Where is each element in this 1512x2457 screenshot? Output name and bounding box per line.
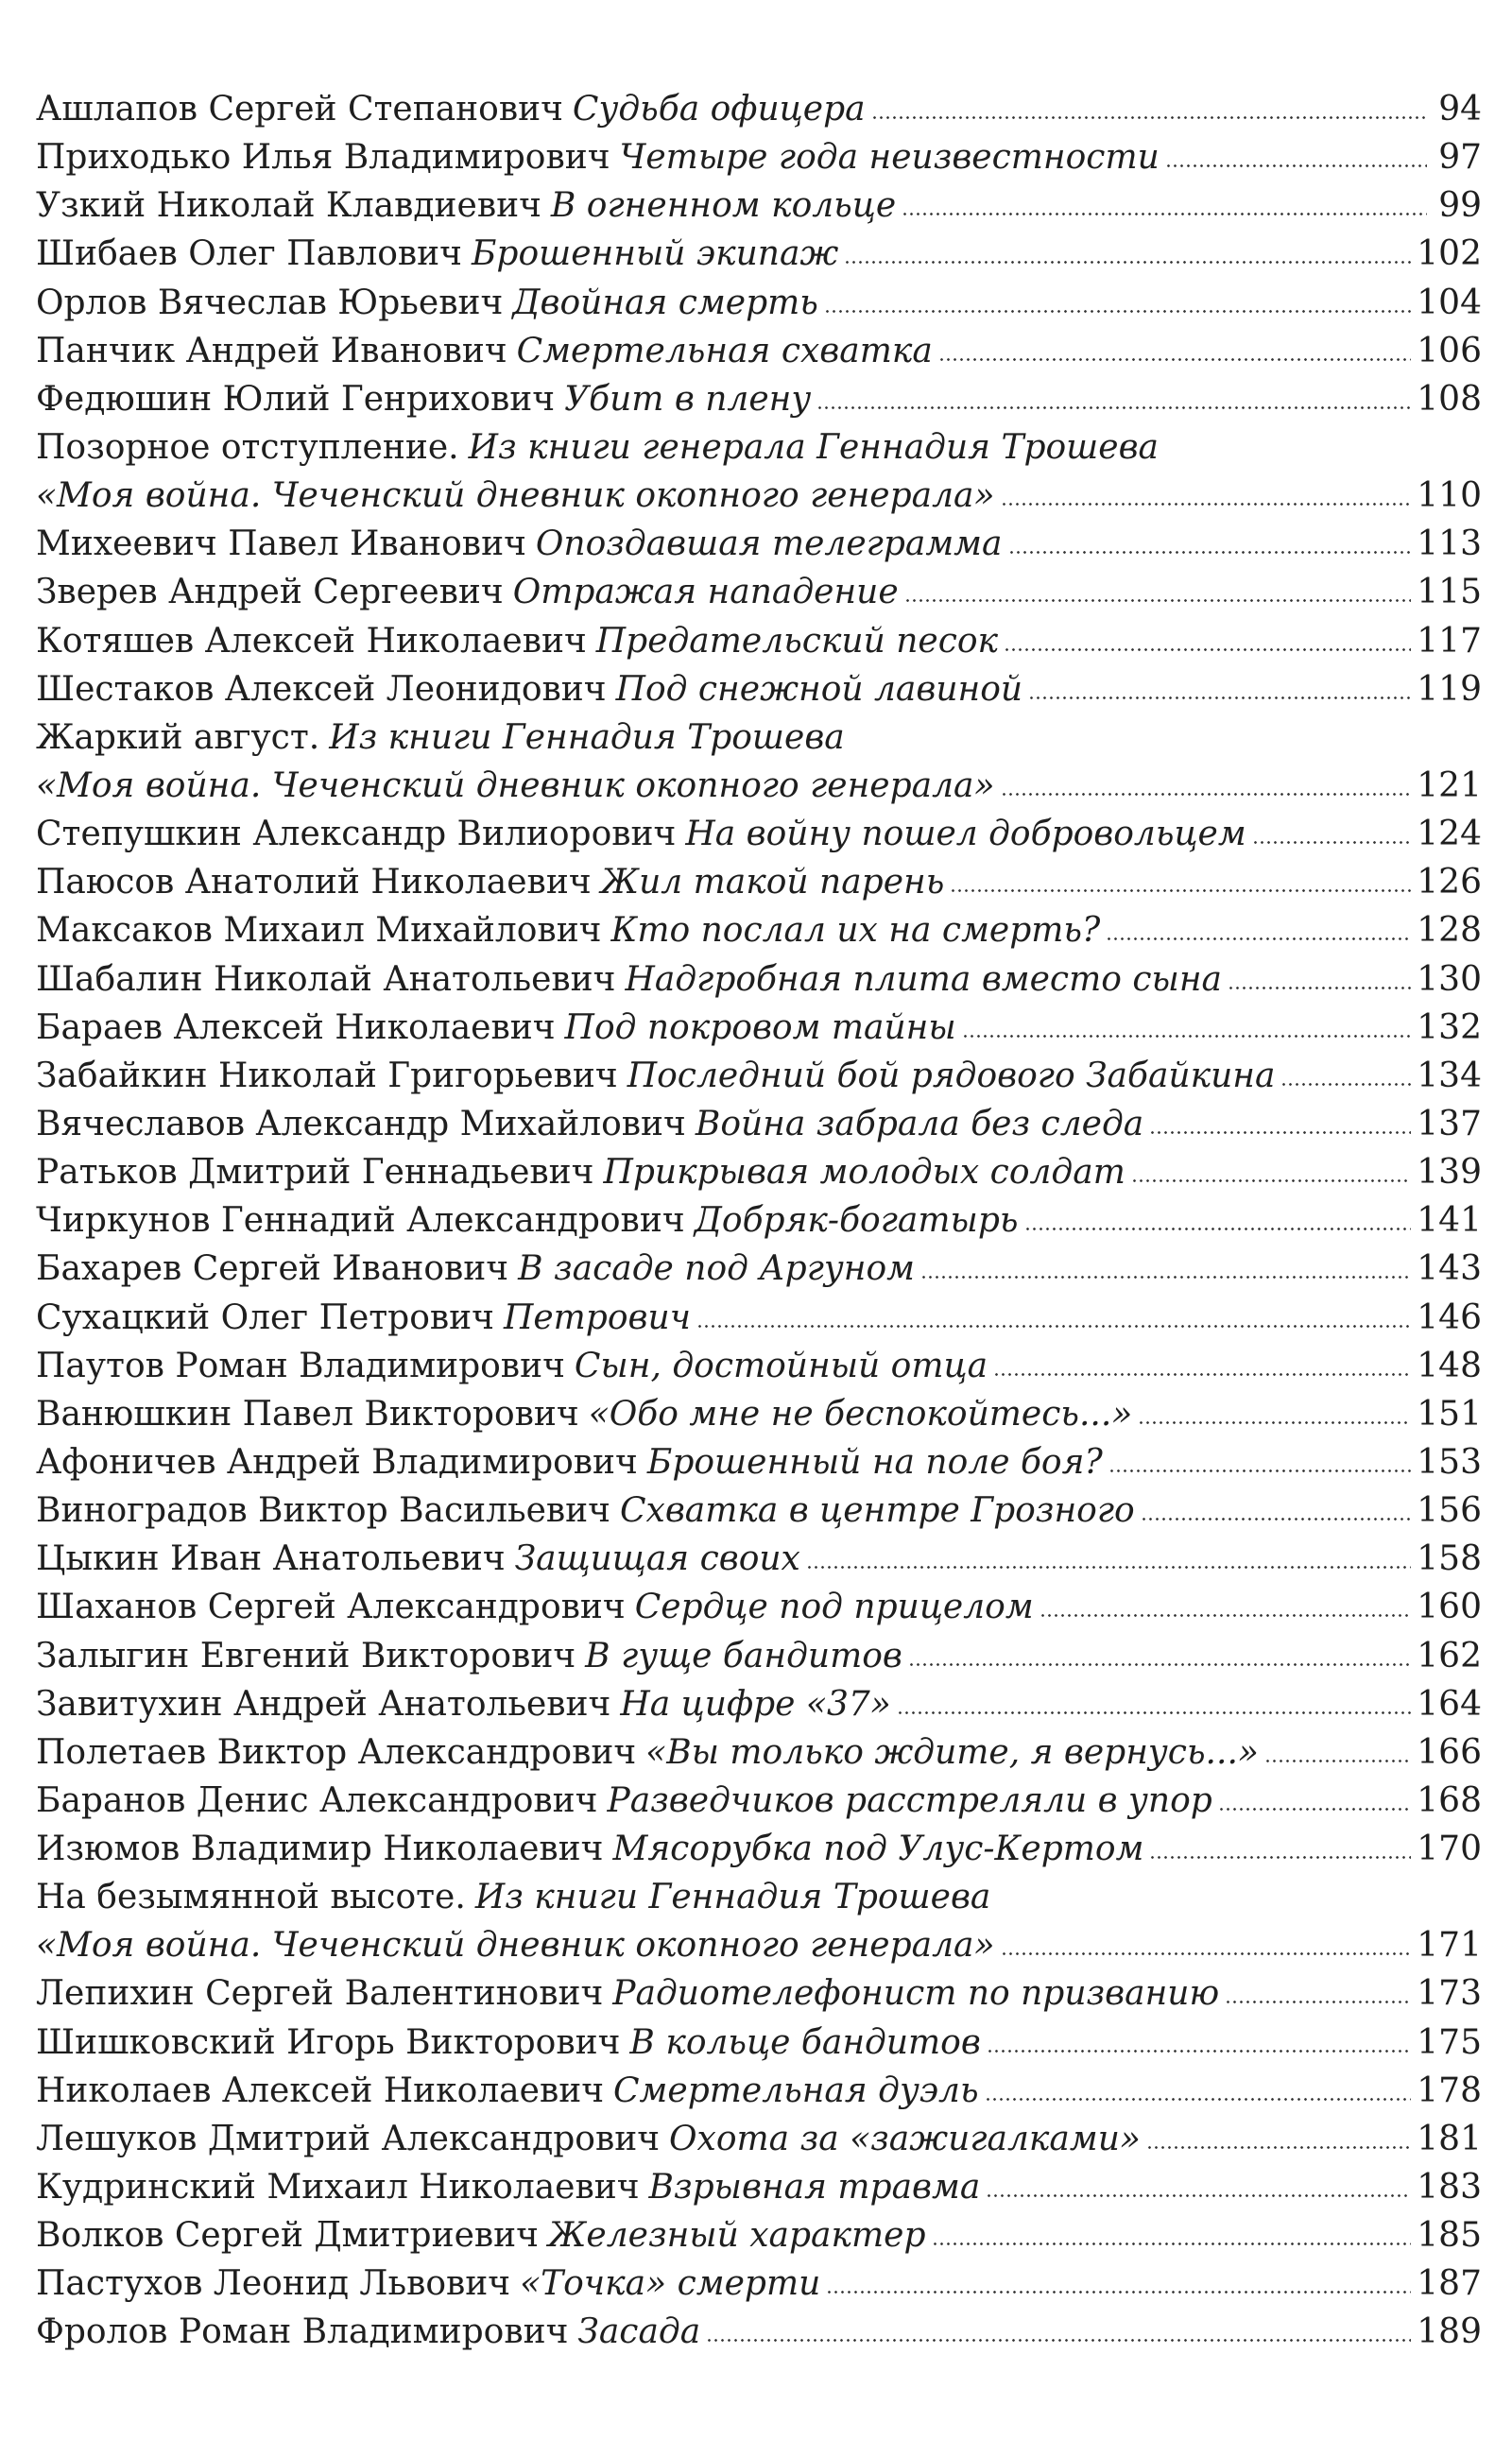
toc-entry-title: На войну пошел добровольцем	[685, 815, 1246, 854]
toc-entry-author: На безымянной высоте.	[36, 1878, 466, 1917]
dot-leader	[932, 2242, 1412, 2245]
toc-entry	[36, 2115, 1482, 2163]
toc-entry	[36, 423, 1482, 472]
toc-entry-page-number: 189	[1417, 2312, 1482, 2352]
toc-entry-author: Лепихин Сергей Валентинович	[36, 1974, 604, 2014]
toc-entry-author: Цыкин Иван Анатольевич	[36, 1539, 506, 1579]
toc-entry	[36, 858, 1482, 906]
dot-leader	[1004, 648, 1411, 651]
dot-leader	[1001, 503, 1412, 506]
toc-entry-author: Приходько Илья Владимирович	[36, 138, 610, 178]
toc-entry-author: Позорное отступление.	[36, 427, 459, 467]
toc-entry-title: «Моя война. Чеченский дневник окопного генерала»	[36, 1926, 995, 1966]
dot-leader	[824, 310, 1411, 313]
toc-entry-title: «Вы только ждите, я вернусь...»	[645, 1732, 1259, 1772]
dot-leader	[1228, 987, 1411, 989]
toc-entry-page-number: 132	[1417, 1007, 1482, 1047]
toc-entry-page-number: 134	[1417, 1056, 1482, 1095]
toc-entry-author: Ашлапов Сергей Степанович	[36, 90, 563, 129]
toc-entry-title: Война забрала без следа	[695, 1104, 1144, 1143]
toc-entry-author: Шаханов Сергей Александрович	[36, 1588, 626, 1627]
toc-entry-author: Лешуков Дмитрий Александрович	[36, 2119, 661, 2158]
toc-entry-author: Шестаков Алексей Леонидович	[36, 669, 607, 709]
dot-leader	[1280, 1083, 1411, 1086]
toc-entry	[36, 810, 1482, 858]
toc-entry-page-number: 175	[1417, 2022, 1482, 2062]
toc-entry-page-number: 119	[1417, 669, 1482, 709]
dot-leader	[897, 1711, 1412, 1714]
dot-leader	[962, 1035, 1412, 1038]
toc-entry-page-number: 117	[1417, 621, 1482, 661]
toc-entry	[36, 1535, 1482, 1583]
toc-entry-title: Засада	[577, 2312, 701, 2352]
toc-entry-title: Прикрывая молодых солдат	[603, 1153, 1125, 1193]
dot-leader	[1264, 1760, 1411, 1762]
toc-entry-page-number: 162	[1417, 1636, 1482, 1675]
table-of-contents	[36, 85, 1482, 2357]
dot-leader	[1165, 164, 1427, 167]
toc-entry-page-number: 158	[1417, 1539, 1482, 1579]
toc-entry-page-number: 187	[1417, 2264, 1482, 2304]
toc-entry	[36, 2163, 1482, 2211]
toc-entry-page-number: 153	[1417, 1442, 1482, 1482]
dot-leader	[1008, 551, 1412, 554]
dot-leader	[1106, 937, 1411, 940]
toc-entry	[36, 1825, 1482, 1873]
toc-entry-author: Федюшин Юлий Генрихович	[36, 379, 556, 419]
toc-entry	[36, 1100, 1482, 1148]
dot-leader	[806, 1566, 1411, 1569]
dot-leader	[908, 1663, 1411, 1666]
toc-entry	[36, 1680, 1482, 1728]
toc-entry-title: Опоздавшая телеграмма	[535, 524, 1003, 564]
toc-entry-page-number: 108	[1417, 379, 1482, 419]
toc-entry-page-number: 164	[1417, 1684, 1482, 1724]
toc-entry-title: Убит в плену	[564, 379, 812, 419]
toc-entry-author: Бараев Алексей Николаевич	[36, 1007, 556, 1047]
dot-leader	[985, 2098, 1412, 2101]
toc-entry-page-number: 170	[1417, 1830, 1482, 1869]
toc-entry	[36, 1004, 1482, 1052]
toc-entry	[36, 1969, 1482, 2018]
toc-entry-title: Под снежной лавиной	[615, 669, 1023, 709]
toc-entry-page-number: 151	[1417, 1394, 1482, 1434]
toc-entry-author: Пастухов Леонид Львович	[36, 2264, 511, 2304]
toc-entry	[36, 1873, 1482, 1921]
toc-entry	[36, 1438, 1482, 1486]
dot-leader	[1141, 1518, 1412, 1521]
toc-entry-author: Панчик Андрей Иванович	[36, 331, 507, 370]
dot-leader	[986, 2194, 1411, 2197]
toc-entry-page-number: 106	[1417, 331, 1482, 370]
toc-entry-page-number: 124	[1417, 815, 1482, 854]
toc-entry-title: Железный характер	[547, 2216, 926, 2256]
toc-entry-author: Кудринский Михаил Николаевич	[36, 2168, 640, 2208]
dot-leader	[1028, 696, 1411, 699]
toc-entry	[36, 1583, 1482, 1631]
toc-entry-page-number: 130	[1417, 959, 1482, 999]
toc-entry	[36, 230, 1482, 278]
toc-entry-author: Зверев Андрей Сергеевич	[36, 573, 504, 612]
toc-entry-page-number: 148	[1417, 1346, 1482, 1385]
toc-entry-author: Баранов Денис Александрович	[36, 1780, 598, 1820]
toc-entry-title: Предательский песок	[595, 621, 999, 661]
toc-entry-page-number: 168	[1417, 1780, 1482, 1820]
toc-entry-title: Из книги Геннадия Трошева	[474, 1878, 991, 1917]
toc-entry-page-number: 181	[1417, 2119, 1482, 2158]
toc-entry-title: Из книги генерала Геннадия Трошева	[468, 427, 1159, 467]
dot-leader	[1108, 1469, 1412, 1472]
toc-entry	[36, 1294, 1482, 1342]
toc-entry-title: Петрович	[503, 1297, 692, 1337]
toc-entry-author: Чиркунов Геннадий Александрович	[36, 1201, 685, 1241]
toc-entry-title: Защищая своих	[514, 1539, 800, 1579]
dot-leader	[1149, 1856, 1411, 1859]
toc-entry	[36, 279, 1482, 327]
dot-leader	[920, 1276, 1411, 1279]
toc-entry	[36, 327, 1482, 375]
toc-entry	[36, 2308, 1482, 2356]
toc-entry-title: Последний бой рядового Забайкина	[627, 1056, 1276, 1095]
dot-leader	[1146, 2146, 1411, 2149]
toc-entry-title: Разведчиков расстреляли в упор	[607, 1780, 1212, 1820]
dot-leader	[706, 2339, 1411, 2342]
toc-entry-title: Смертельная дуэль	[613, 2070, 979, 2110]
toc-entry-page-number: 126	[1417, 863, 1482, 902]
toc-entry-page-number: 146	[1417, 1297, 1482, 1337]
toc-entry-author: Фролов Роман Владимирович	[36, 2312, 569, 2352]
dot-leader	[1001, 793, 1412, 796]
toc-entry	[36, 375, 1482, 423]
toc-entry-page-number: 160	[1417, 1588, 1482, 1627]
toc-entry	[36, 617, 1482, 665]
toc-entry-title: Брошенный экипаж	[471, 234, 839, 274]
toc-entry-author: Николаев Алексей Николаевич	[36, 2070, 605, 2110]
toc-entry	[36, 133, 1482, 181]
toc-entry-title: «Моя война. Чеченский дневник окопного генерала»	[36, 765, 995, 805]
toc-entry-author: Степушкин Александр Вилиорович	[36, 815, 677, 854]
toc-entry-author: Сухацкий Олег Петрович	[36, 1297, 494, 1337]
toc-entry-title: Взрывная травма	[648, 2168, 981, 2208]
toc-entry	[36, 1728, 1482, 1777]
toc-entry-title: В кольце бандитов	[629, 2022, 981, 2062]
toc-entry-author: Михеевич Павел Иванович	[36, 524, 526, 564]
toc-entry-page-number: 183	[1417, 2168, 1482, 2208]
dot-leader	[816, 406, 1411, 409]
toc-entry	[36, 1390, 1482, 1438]
toc-entry-author: Ванюшкин Павел Викторович	[36, 1394, 579, 1434]
dot-leader	[1138, 1421, 1411, 1424]
dot-leader	[1131, 1179, 1411, 1182]
toc-entry	[36, 1342, 1482, 1390]
dot-leader	[987, 2050, 1411, 2053]
dot-leader	[844, 261, 1411, 264]
toc-entry	[36, 762, 1482, 810]
toc-entry-author: Ратьков Дмитрий Геннадьевич	[36, 1153, 594, 1193]
toc-entry-author: Волков Сергей Дмитриевич	[36, 2216, 539, 2256]
toc-entry-author: Жаркий август.	[36, 717, 320, 757]
toc-entry-author: Забайкин Николай Григорьевич	[36, 1056, 618, 1095]
toc-entry	[36, 472, 1482, 520]
toc-entry-page-number: 143	[1417, 1249, 1482, 1289]
dot-leader	[1252, 841, 1412, 844]
toc-entry	[36, 2259, 1482, 2308]
toc-entry	[36, 568, 1482, 616]
toc-entry-author: Афоничев Андрей Владимирович	[36, 1442, 638, 1482]
toc-entry-title: В огненном кольце	[550, 186, 897, 226]
toc-entry	[36, 181, 1482, 230]
toc-entry-title: «Обо мне не беспокойтесь...»	[588, 1394, 1133, 1434]
dot-leader	[1225, 2001, 1411, 2003]
dot-leader	[902, 213, 1427, 215]
dot-leader	[871, 116, 1427, 119]
toc-entry-title: Схватка в центре Грозного	[619, 1491, 1135, 1531]
toc-entry-page-number: 97	[1438, 138, 1482, 178]
toc-entry-page-number: 173	[1417, 1974, 1482, 2014]
dot-leader	[1149, 1131, 1411, 1134]
toc-entry	[36, 906, 1482, 954]
toc-entry	[36, 1148, 1482, 1196]
toc-entry-title: Охота за «зажигалками»	[669, 2119, 1141, 2158]
toc-entry-title: В засаде под Аргуном	[518, 1249, 916, 1289]
toc-entry-title: Двойная смерть	[512, 283, 818, 322]
toc-entry	[36, 2211, 1482, 2259]
toc-entry-page-number: 139	[1417, 1153, 1482, 1193]
toc-entry-title: Добряк-богатырь	[694, 1201, 1019, 1241]
dot-leader	[993, 1373, 1411, 1376]
dot-leader	[826, 2291, 1411, 2294]
toc-entry	[36, 1052, 1482, 1100]
toc-entry-title: На цифре «37»	[620, 1684, 891, 1724]
toc-entry-title: Отражая нападение	[512, 573, 899, 612]
dot-leader	[1040, 1614, 1412, 1617]
toc-entry-title: Сын, достойный отца	[574, 1346, 988, 1385]
toc-entry-page-number: 171	[1417, 1926, 1482, 1966]
toc-entry	[36, 1921, 1482, 1969]
toc-entry-author: Паюсов Анатолий Николаевич	[36, 863, 592, 902]
dot-leader	[1001, 1952, 1412, 1955]
toc-entry	[36, 520, 1482, 568]
toc-entry-title: Смертельная схватка	[516, 331, 933, 370]
toc-entry-author: Изюмов Владимир Николаевич	[36, 1830, 604, 1869]
toc-entry-author: Котяшев Алексей Николаевич	[36, 621, 587, 661]
toc-entry-title: Брошенный на поле боя?	[646, 1442, 1103, 1482]
toc-entry-author: Вячеславов Александр Михайлович	[36, 1104, 686, 1143]
toc-entry	[36, 955, 1482, 1004]
toc-entry	[36, 85, 1482, 133]
toc-entry-page-number: 115	[1417, 573, 1482, 612]
toc-entry-title: «Моя война. Чеченский дневник окопного генерала»	[36, 476, 995, 516]
toc-entry-author: Залыгин Евгений Викторович	[36, 1636, 576, 1675]
toc-entry-page-number: 94	[1438, 90, 1482, 129]
toc-entry-page-number: 110	[1417, 476, 1482, 516]
dot-leader	[696, 1325, 1411, 1328]
toc-entry-page-number: 121	[1417, 765, 1482, 805]
toc-entry-author: Шибаев Олег Павлович	[36, 234, 462, 274]
toc-entry-page-number: 156	[1417, 1491, 1482, 1531]
toc-entry-title: В гуще бандитов	[585, 1636, 902, 1675]
dot-leader	[1024, 1228, 1412, 1230]
dot-leader	[1218, 1808, 1411, 1811]
toc-entry-author: Шабалин Николай Анатольевич	[36, 959, 616, 999]
toc-entry-page-number: 128	[1417, 911, 1482, 951]
dot-leader	[950, 889, 1411, 892]
toc-entry-page-number: 178	[1417, 2070, 1482, 2110]
toc-entry-page-number: 141	[1417, 1201, 1482, 1241]
dot-leader	[938, 358, 1411, 361]
toc-entry	[36, 1632, 1482, 1680]
toc-entry-author: Полетаев Виктор Александрович	[36, 1732, 637, 1772]
toc-entry-title: Мясорубка под Улус-Кертом	[612, 1830, 1144, 1869]
toc-entry-title: Под покровом тайны	[564, 1007, 956, 1047]
toc-entry-page-number: 104	[1417, 283, 1482, 322]
toc-entry-title: Сердце под прицелом	[634, 1588, 1034, 1627]
toc-entry-author: Орлов Вячеслав Юрьевич	[36, 283, 504, 322]
toc-entry	[36, 1196, 1482, 1245]
toc-entry	[36, 2019, 1482, 2067]
toc-entry-page-number: 137	[1417, 1104, 1482, 1143]
toc-entry-author: Бахарев Сергей Иванович	[36, 1249, 509, 1289]
toc-entry-author: Максаков Михаил Михайлович	[36, 911, 602, 951]
toc-entry-page-number: 166	[1417, 1732, 1482, 1772]
toc-entry-title: Из книги Геннадия Трошева	[329, 717, 845, 757]
toc-entry-title: Жил такой парень	[600, 863, 945, 902]
toc-entry	[36, 1245, 1482, 1293]
toc-entry	[36, 1777, 1482, 1825]
toc-entry-author: Шишковский Игорь Викторович	[36, 2022, 621, 2062]
toc-entry-page-number: 99	[1438, 186, 1482, 226]
toc-entry	[36, 665, 1482, 713]
toc-entry-title: Кто послал их на смерть?	[610, 911, 1101, 951]
toc-entry-title: Надгробная плита вместо сына	[625, 959, 1222, 999]
toc-entry-title: Радиотелефонист по призванию	[612, 1974, 1220, 2014]
toc-entry-author: Узкий Николай Клавдиевич	[36, 186, 541, 226]
toc-entry	[36, 1486, 1482, 1535]
toc-entry	[36, 713, 1482, 762]
toc-entry-author: Паутов Роман Владимирович	[36, 1346, 565, 1385]
toc-entry-author: Завитухин Андрей Анатольевич	[36, 1684, 611, 1724]
toc-entry-page-number: 185	[1417, 2216, 1482, 2256]
dot-leader	[904, 599, 1412, 602]
toc-entry-author: Виноградов Виктор Васильевич	[36, 1491, 610, 1531]
toc-entry-title: «Точка» смерти	[520, 2264, 821, 2304]
toc-entry-page-number: 102	[1417, 234, 1482, 274]
toc-entry-title: Судьба офицера	[572, 90, 866, 129]
toc-entry-title: Четыре года неизвестности	[619, 138, 1160, 178]
toc-entry	[36, 2067, 1482, 2115]
toc-entry-page-number: 113	[1417, 524, 1482, 564]
